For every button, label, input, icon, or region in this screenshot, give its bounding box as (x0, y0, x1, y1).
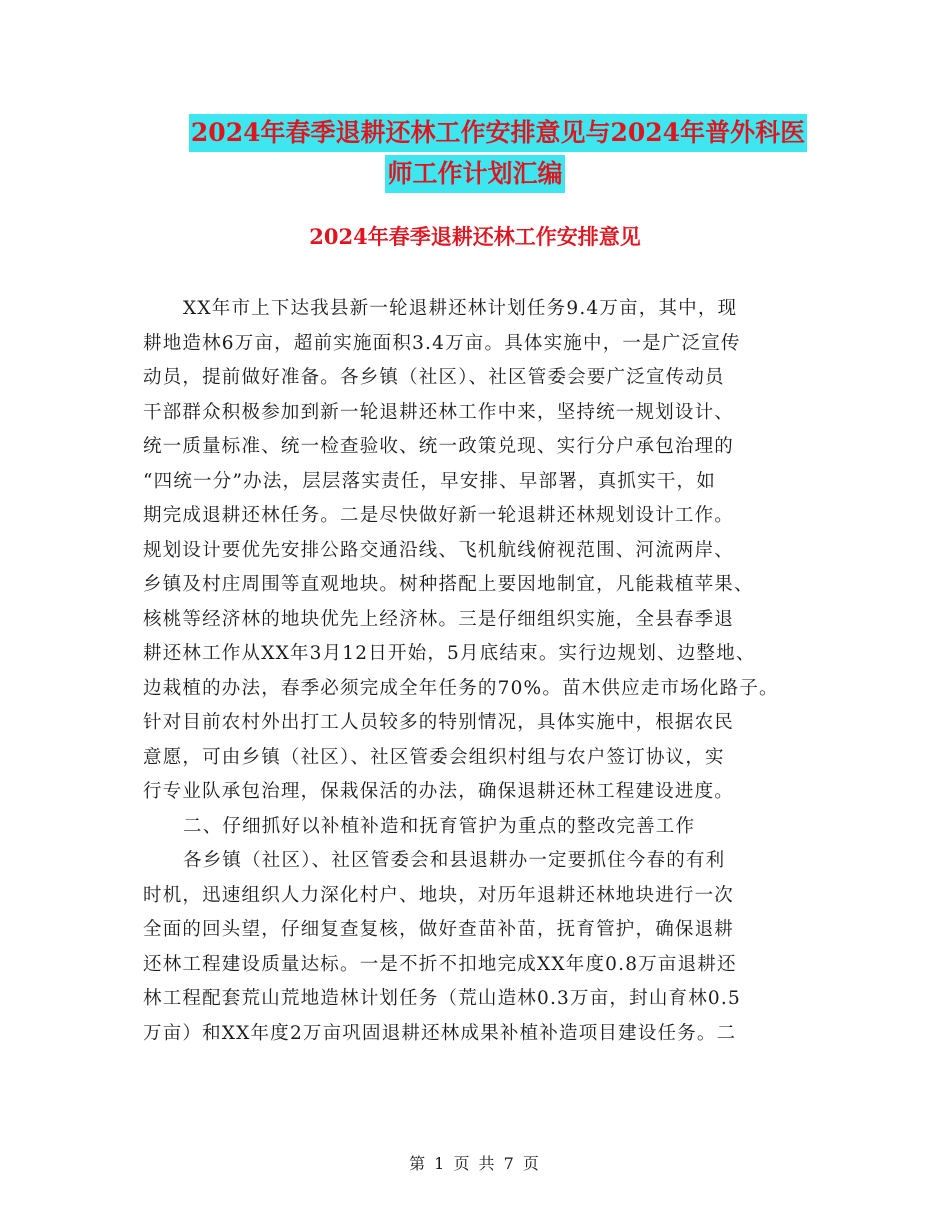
page-footer: 第 1 页 共 7 页 (409, 1154, 541, 1173)
paragraph-line: 各乡镇（社区）、社区管委会和县退耕办一定要抓住今春的有利 (183, 850, 726, 871)
paragraph-line: 还林工程建设质量达标。一是不折不扣地完成XX年度0.8万亩退耕还 (143, 953, 737, 975)
paragraph-line: 规划设计要优先安排公路交通沿线、飞机航线俯视范围、河流两岸、 (143, 539, 735, 561)
paragraph-line: 耕地造林6万亩，超前实施面积3.4万亩。具体实施中，一是广泛宣传 (143, 332, 741, 354)
paragraph-line: 边栽植的办法，春季必须完成全年任务的70%。苗木供应走市场化路子。 (143, 677, 779, 699)
paragraph-line: 干部群众积极参加到新一轮退耕还林工作中来，坚持统一规划设计、 (143, 401, 735, 423)
paragraph-line: “四统一分”办法，层层落实责任，早安排、早部署，真抓实干，如 (143, 470, 716, 492)
paragraph-line: 意愿，可由乡镇（社区）、社区管委会组织村组与农户签订协议，实 (143, 746, 725, 768)
paragraph-line: 全面的回头望，仔细复查复核，做好查苗补苗，抚育管护，确保退耕 (143, 919, 735, 940)
section-heading-line: 二、仔细抓好以补植补造和抚育管护为重点的整改完善工作 (183, 815, 696, 837)
paragraph-line: 万亩）和XX年度2万亩巩固退耕还林成果补植补造项目建设任务。二 (143, 1022, 737, 1044)
paragraph-line: 核桃等经济林的地块优先上经济林。三是仔细组织实施，全县春季退 (143, 608, 735, 630)
paragraph-line: 行专业队承包治理，保栽保活的办法，确保退耕还林工程建设进度。 (143, 781, 735, 802)
paragraph-line: 乡镇及村庄周围等直观地块。树种搭配上要因地制宜，凡能栽植苹果、 (143, 574, 754, 595)
paragraph-line: XX年市上下达我县新一轮退耕还林计划任务9.4万亩，其中，现 (183, 298, 738, 319)
document-title-line-1 (186, 114, 810, 150)
document-title-text-2: 师工作计划汇编 (385, 155, 564, 193)
paragraph-line: 动员，提前做好准备。各乡镇（社区）、社区管委会要广泛宣传动员 (143, 367, 725, 388)
paragraph-line: 针对目前农村外出打工人员较多的特别情况，具体实施中，根据农民 (143, 712, 735, 733)
body-text (143, 292, 813, 1051)
paragraph-line: 林工程配套荒山荒地造林计划任务（荒山造林0.3万亩，封山育林0.5 (143, 988, 741, 1009)
paragraph-line: 耕还林工作从XX年3月12日开始，5月底结束。实行边规划、边整地、 (143, 643, 756, 664)
paragraph-line: 统一质量标准、统一检查验收、统一政策兑现、实行分户承包治理的 (143, 436, 735, 457)
document-title-line-2 (382, 155, 568, 191)
document-title-text-1: 2024年春季退耕还林工作安排意见与2024年普外科医 (189, 114, 807, 152)
paragraph-line: 期完成退耕还林任务。二是尽快做好新一轮退耕还林规划设计工作。 (143, 505, 735, 526)
paragraph-line: 时机，迅速组织人力深化村户、地块，对历年退耕还林地块进行一次 (143, 884, 735, 906)
section-title: 2024年春季退耕还林工作安排意见 (309, 224, 641, 249)
